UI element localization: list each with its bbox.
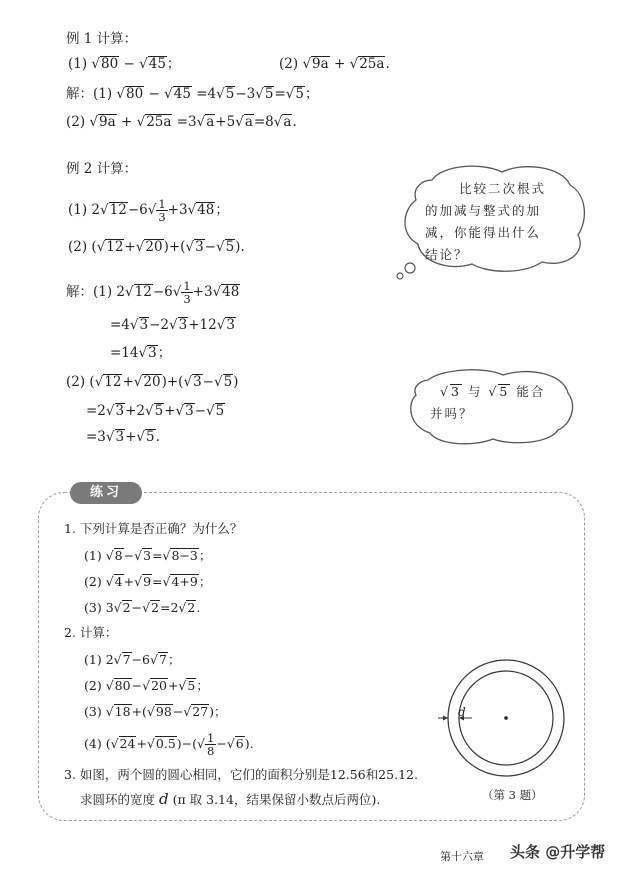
chapter-footer: 第十六章 (440, 850, 484, 863)
example2-solution1: 解：(1) 2√12−6√ $\frac{1}{3}$ +3√48 (66, 279, 240, 306)
example2-question1: (1) 2√12−6√ $\frac{1}{3}$ +3√48； (68, 197, 229, 224)
watermark: 头条 @升学帮 (510, 843, 606, 861)
example2-question2: (2) (√12+√20)+(√3−√5). (68, 239, 245, 255)
example2-step2: =14√3； (110, 345, 172, 361)
practice-2-title: 2. 计算： (64, 625, 118, 640)
practice-3-line2: 求圆环的宽度 d (π 取 3.14，结果保留小数点后两位). (80, 790, 381, 808)
figure-label-d: d (458, 705, 466, 719)
bubble1-text: 比较二次根式 的加减与整式的加 减，你能得出什么 结论？ (425, 181, 547, 262)
concentric-circles-figure (436, 658, 576, 788)
practice-tab: 练习 (70, 482, 142, 504)
example2-title: 例 2 计算： (66, 161, 138, 177)
practice-2-1: (1) 2√7−6√7； (84, 652, 181, 667)
practice-1-3: (3) 3√2−√2=2√2. (84, 600, 201, 615)
example2-step1: =4√3−2√3+12√3 (110, 317, 235, 333)
example1-solution1: 解：(1) √80 − √45 =4√5−3√5=√5； (66, 86, 319, 102)
example1-question: (1) √80 − √45； (2) √9a + √25a. (68, 56, 390, 72)
practice-2-4: (4) (√24+√0.5)−(√ $\frac{1}{8}$ −√6). (84, 731, 254, 758)
example2-solution2: (2) (√12+√20)+(√3−√5) (66, 374, 239, 390)
example1-solution2: (2) √9a + √25a =3√a+5√a=8√a. (66, 114, 297, 130)
q-label: (1) (68, 56, 88, 72)
practice-2-3: (3) √18+(√98−√27)； (84, 704, 227, 719)
figure-caption: （第 3 题） (482, 788, 543, 802)
example1-title: 例 1 计算： (66, 31, 138, 47)
example2-step4: =3√3+√5. (86, 429, 160, 445)
practice-1-title: 1. 下列计算是否正确？为什么？ (64, 521, 243, 536)
bubble2-text: √3 与 √5 能合 并吗？ (430, 384, 546, 421)
practice-2-2: (2) √80−√20+√5； (84, 678, 209, 693)
example2-step3: =2√3+2√5+√3−√5 (86, 403, 225, 419)
practice-1-1: (1) √8−√3=√8−3； (84, 548, 212, 563)
practice-1-2: (2) √4+√9=√4+9； (84, 574, 212, 589)
practice-3-line1: 3. 如图，两个圆的圆心相同，它们的面积分别是12.56和25.12. (64, 767, 418, 782)
